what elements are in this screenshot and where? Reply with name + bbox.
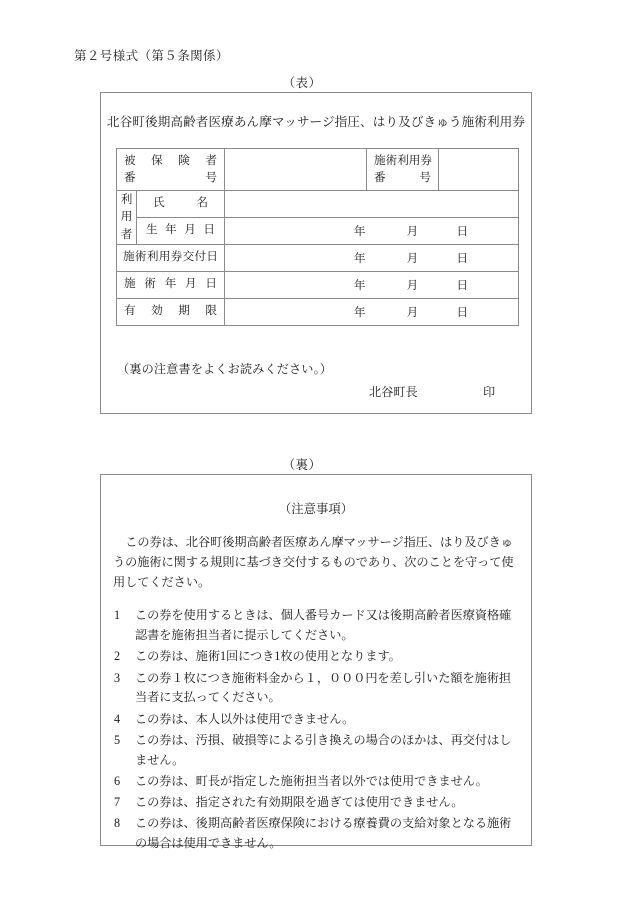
ticket-number-label-line2: 番号 [374,170,432,184]
list-item-number: 6 [114,773,121,788]
insured-number-value-cell[interactable] [225,149,367,191]
list-item-number: 4 [114,711,121,726]
list-item-number: 7 [114,795,121,810]
treatment-date-value-cell[interactable] [225,271,519,298]
list-item [113,669,521,709]
notice-intro-paragraph: この券は、北谷町後期高齢者医療あん摩マッサージ指圧、はり及びきゅうの施術に関する規則に基づき交付するものであり、次のことを守って使用してください。 [113,535,514,589]
ticket-title: 北谷町後期高齢者医療あん摩マッサージ指圧、はり及びきゅう施術利用券 [106,115,526,129]
list-item-number: 8 [114,816,121,831]
birthdate-month-unit: 月 [406,224,419,238]
user-label-char-3: 者 [120,227,133,241]
expiry-year-unit: 年 [353,305,366,319]
list-item-text: この券は、後期高齢者医療保険における療養費の支給対象となる施術の場合は使用できません。 [135,816,512,851]
issue-date-month-unit: 月 [406,251,419,265]
user-label-char-2: 用 [120,210,133,224]
ticket-number-value-cell[interactable] [439,149,519,191]
list-item-text: この券１枚につき施術料金から１，０００円を差し引いた額を施術担当者に支払ってください。 [135,670,512,705]
table-row-birthdate [117,217,519,244]
notice-item-list [113,606,521,854]
expiry-label: 有効期限 [124,304,218,318]
table-row-issue-date [117,244,519,271]
list-item-text: この券は、町長が指定した施術担当者以外では使用できません。 [135,773,488,788]
expiry-day-unit: 日 [456,305,469,319]
notice-title: （注意事項） [278,502,354,516]
expiry-value-cell[interactable] [225,298,519,325]
table-row-treatment-date [117,271,519,298]
name-label-cell [137,190,225,217]
issue-date-day-unit: 日 [456,251,469,265]
list-item [113,606,521,646]
list-item [113,647,521,667]
expiry-label-cell [117,298,225,325]
birthdate-year-unit: 年 [353,224,366,238]
treatment-date-month-unit: 月 [406,278,419,292]
list-item-number: 2 [114,649,121,664]
notice-body [113,533,521,855]
table-row-name [117,190,519,217]
issue-date-label: 施術利用券交付日 [123,250,219,264]
treatment-date-label-cell [117,271,225,298]
ticket-number-label-line1: 施術利用券 [374,154,432,167]
user-vertical-label-cell [117,190,137,244]
issue-date-label-cell [117,244,225,271]
list-item-text: この券を使用するときは、個人番号カード又は後期高齢者医療資格確認書を施術担当者に提示してください。 [135,608,512,643]
list-item-text: この券は、施術1回につき1枚の使用となります。 [135,649,401,664]
form-number-label: 第２号様式（第５条関係） [74,49,229,63]
issue-date-value-cell[interactable] [225,244,519,271]
list-item [113,814,521,854]
read-back-notice: （裏の注意書をよくお読みください。） [117,362,333,376]
back-notice-card [100,474,532,851]
list-item-number: 1 [114,608,121,623]
front-ticket-card [100,92,532,414]
list-item-text: この券は、汚損、破損等による引き換えの場合のほかは、再交付はしません。 [135,732,512,767]
ticket-number-label-cell [367,149,439,191]
seal-mark: 印 [483,385,496,399]
list-item-number: 5 [114,732,121,747]
name-value-cell[interactable] [225,190,519,217]
treatment-date-year-unit: 年 [353,278,366,292]
list-item [113,772,521,792]
list-item-text: この券は、本人以外は使用できません。 [135,711,355,726]
treatment-date-day-unit: 日 [456,278,469,292]
list-item [113,731,521,771]
user-label-char-1: 利 [120,192,133,206]
table-row-numbers [117,149,519,191]
birthdate-label-cell [137,217,225,244]
front-side-marker: （表） [282,76,322,90]
mayor-name: 北谷町長 [369,385,418,399]
expiry-month-unit: 月 [406,305,419,319]
insured-number-label-line2: 番号 [124,170,218,184]
table-row-expiry [117,298,519,325]
back-side-marker: （裏） [282,458,322,472]
ticket-info-table [116,148,519,326]
birthdate-label: 生年月日 [146,223,216,237]
list-item [113,710,521,730]
insured-number-label-cell [117,149,225,191]
issue-date-year-unit: 年 [353,251,366,265]
insured-number-label-line1: 被保険者 [124,154,218,167]
birthdate-value-cell[interactable] [225,217,519,244]
treatment-date-label: 施術年月日 [124,277,218,291]
birthdate-day-unit: 日 [456,224,469,238]
name-label: 氏名 [153,196,209,210]
list-item [113,793,521,813]
list-item-text: この券は、指定された有効期限を過ぎては使用できません。 [135,795,464,810]
list-item-number: 3 [114,670,121,685]
